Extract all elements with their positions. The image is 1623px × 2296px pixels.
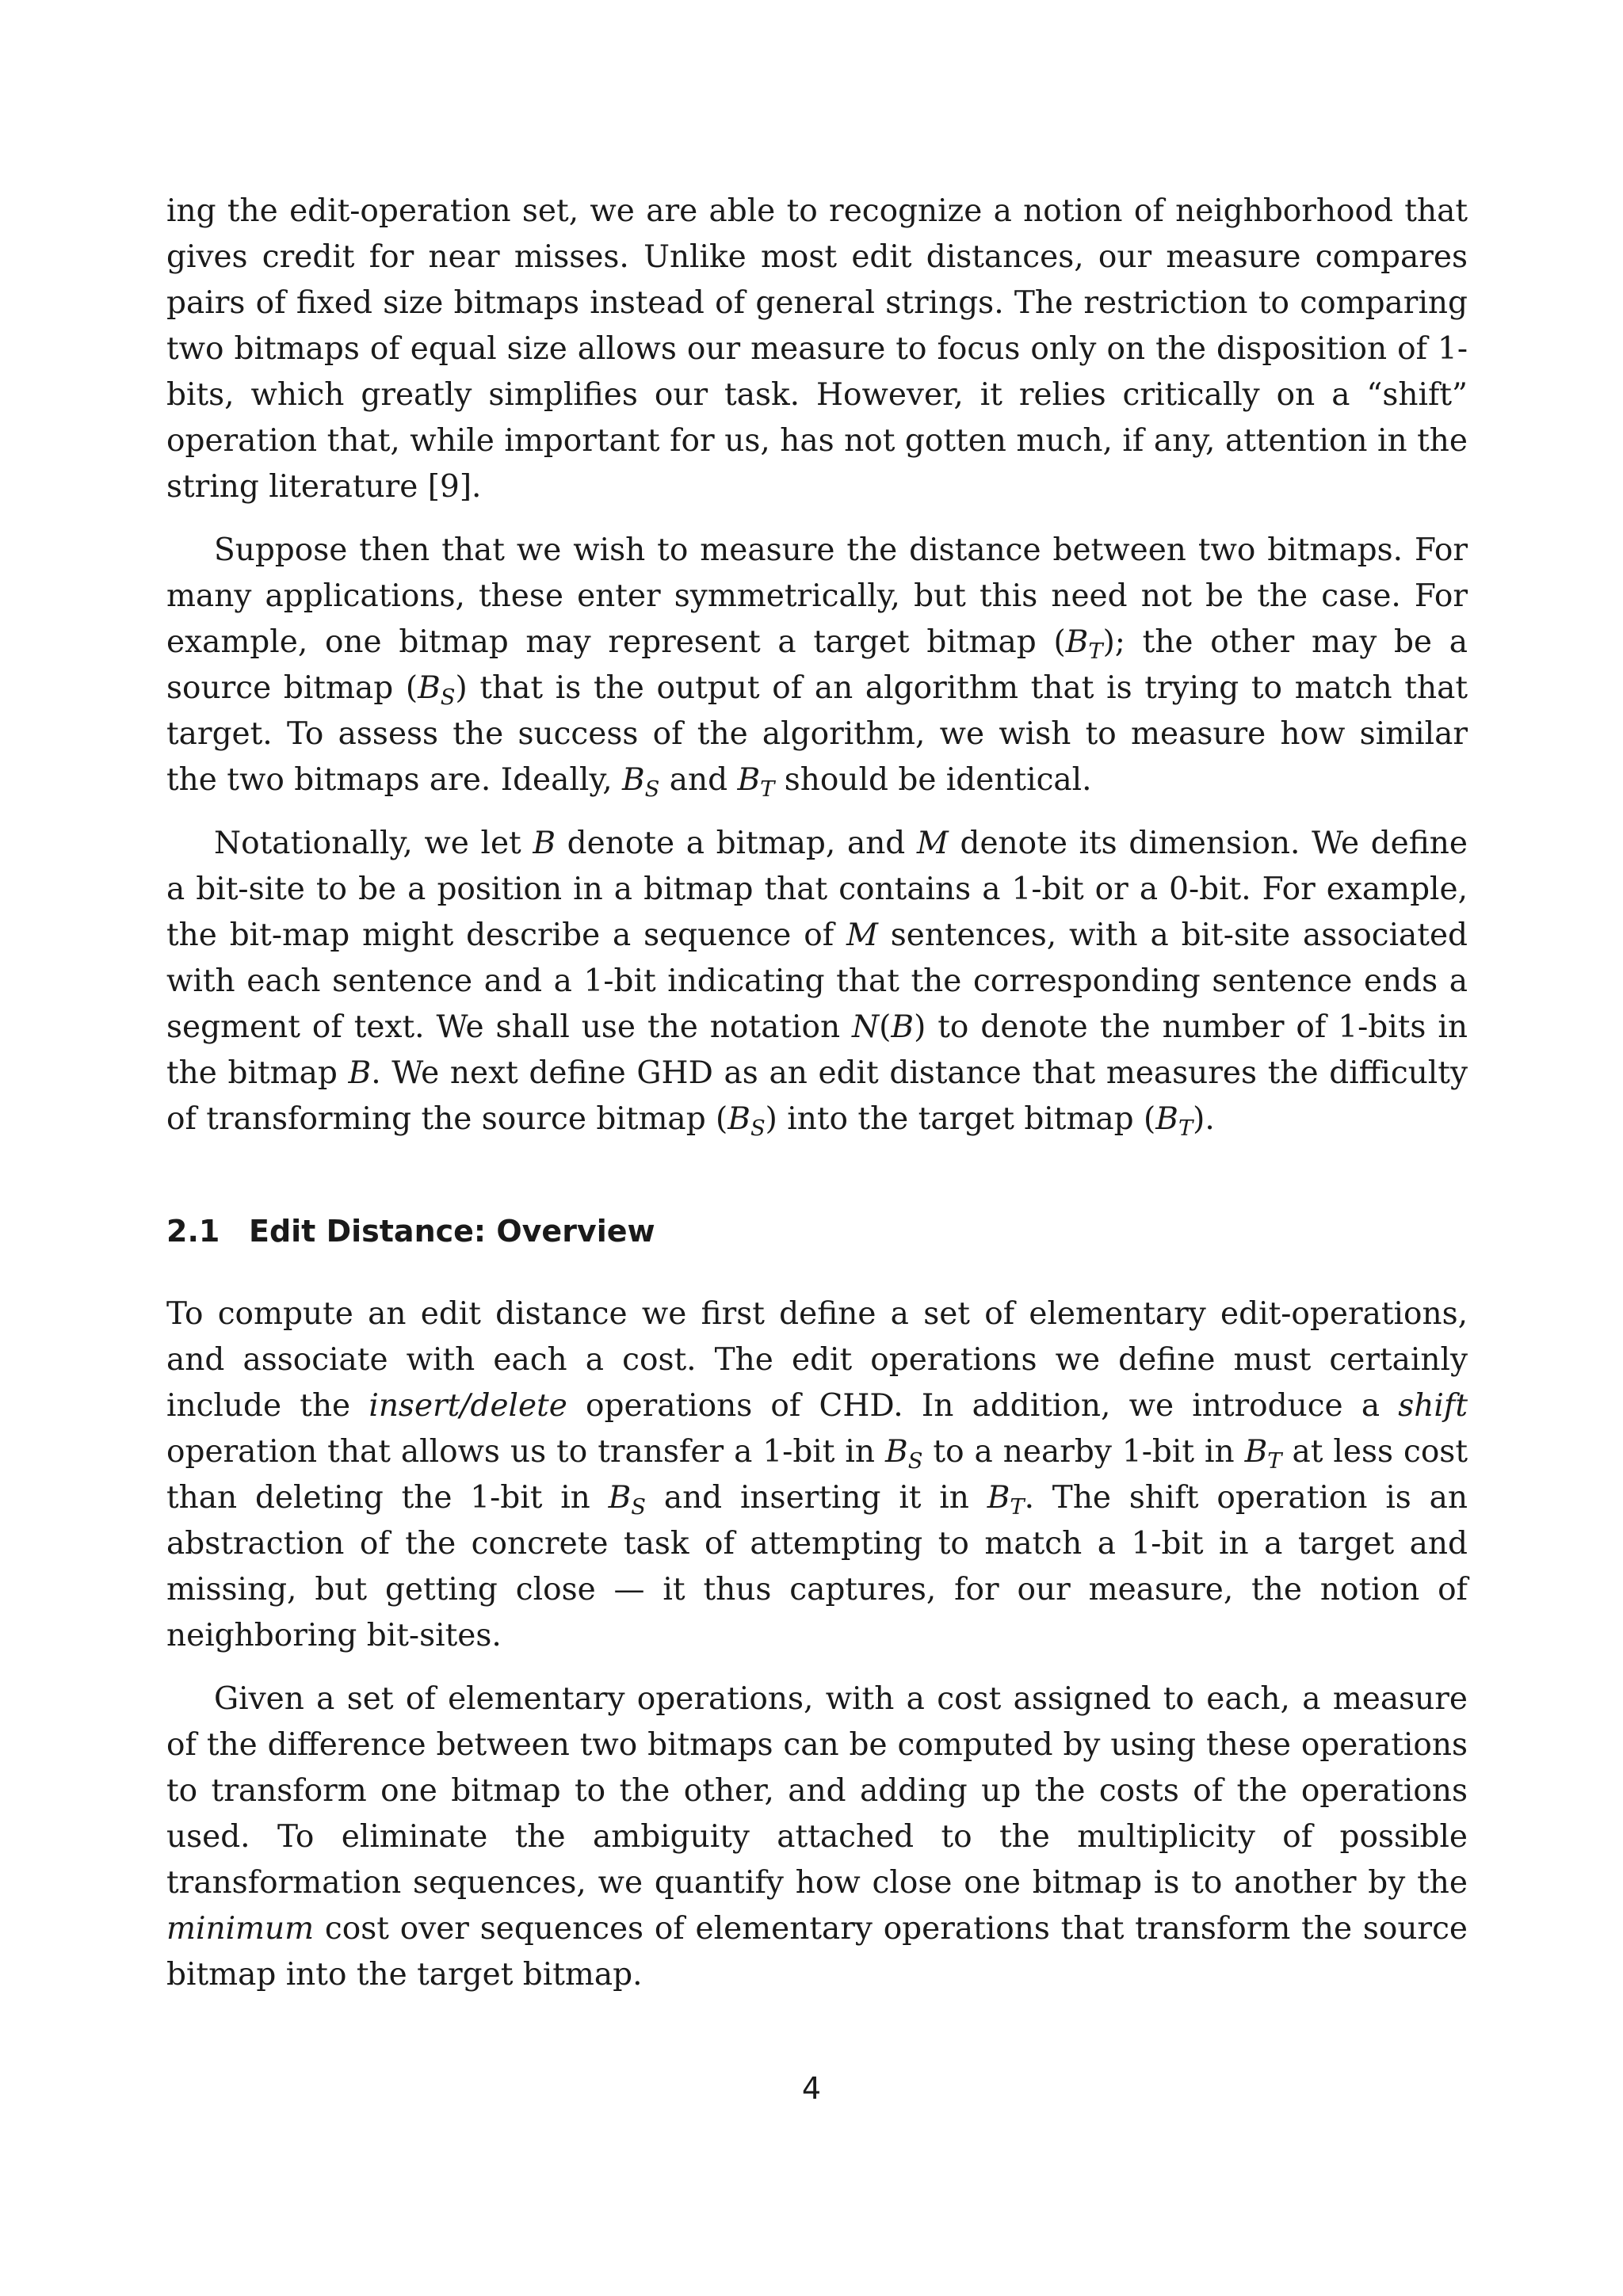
paragraph-intro-continued: ing the edit-operation set, we are able to recognize a notion of neighborhood that gives credit for near misses. Unlike most edit distances, our measure compares pairs of fixed size bitmaps instead of general strings. The restriction to comparing two bitmaps of equal size allows our measure to focus only on the disposition of 1-bits, which greatly simplifies our task. However, it relies critically on a “shift” operation that, while important for us, has not gotten much, if any, attention in the string literature [9]. [166,193,1468,505]
paragraph-notation: Notationally, we let B denote a bitmap, and M denote its dimension. We define a bit-site to be a position in a bitmap that contains a 1-bit or a 0-bit. For example, the bit-map might describe a sequence of M sentences, with a bit-site associated with each sentence and a 1-bit indicating that the corresponding sentence ends a segment of text. We shall use the notation N(B) to denote the number of 1-bits in the bitmap B. We next define GHD as an edit distance that measures the difficulty of transforming the source bitmap $(B_S)$ into the target bitmap $(B_T)$. [166,826,1468,1142]
section-heading [166,1212,1468,1250]
section-number: 2.1 [166,1214,220,1249]
paragraph-bitmap-distance: Suppose then that we wish to measure the distance between two bitmaps. For many applications, these enter symmetrically, but this need not be the case. For example, one bitmap may represent a target bitmap $(B_T)$; the other may be a source bitmap $(B_S)$ that is the output of an algorithm that is trying to match that target. To assess the success of the algorithm, we wish to measure how similar the two bitmaps are. Ideally, $B_S$ and $B_T$ should be identical. [166,532,1468,803]
section-title: Edit Distance: Overview [249,1214,655,1249]
paragraph-minimum-cost: Given a set of elementary operations, with a cost assigned to each, a measure of the difference between two bitmaps can be computed by using these operations to transform one bitmap to the other, and adding up the costs of the operations used. To eliminate the ambiguity attached to the multiplicity of possible transformation sequences, we quantify how close one bitmap is to another by the minimum cost over sequences of elementary operations that transform the source bitmap into the target bitmap. [166,1681,1468,1993]
paragraph-edit-operations: To compute an edit distance we first define a set of elementary edit-operations, and associate with each a cost. The edit operations we define must certainly include the insert/delete operations of CHD. In addition, we introduce a shift operation that allows us to transfer a 1-bit in $B_S$ to a nearby 1-bit in $B_T$ at less cost than deleting the 1-bit in $B_S$ and inserting it in $B_T$. The shift operation is an abstraction of the concrete task of attempting to match a 1-bit in a target and missing, but getting close — it thus captures, for our measure, the notion of neighboring bit-sites. [166,1296,1468,1653]
page-number: 4 [801,2071,822,2106]
page-body [166,189,1468,1998]
